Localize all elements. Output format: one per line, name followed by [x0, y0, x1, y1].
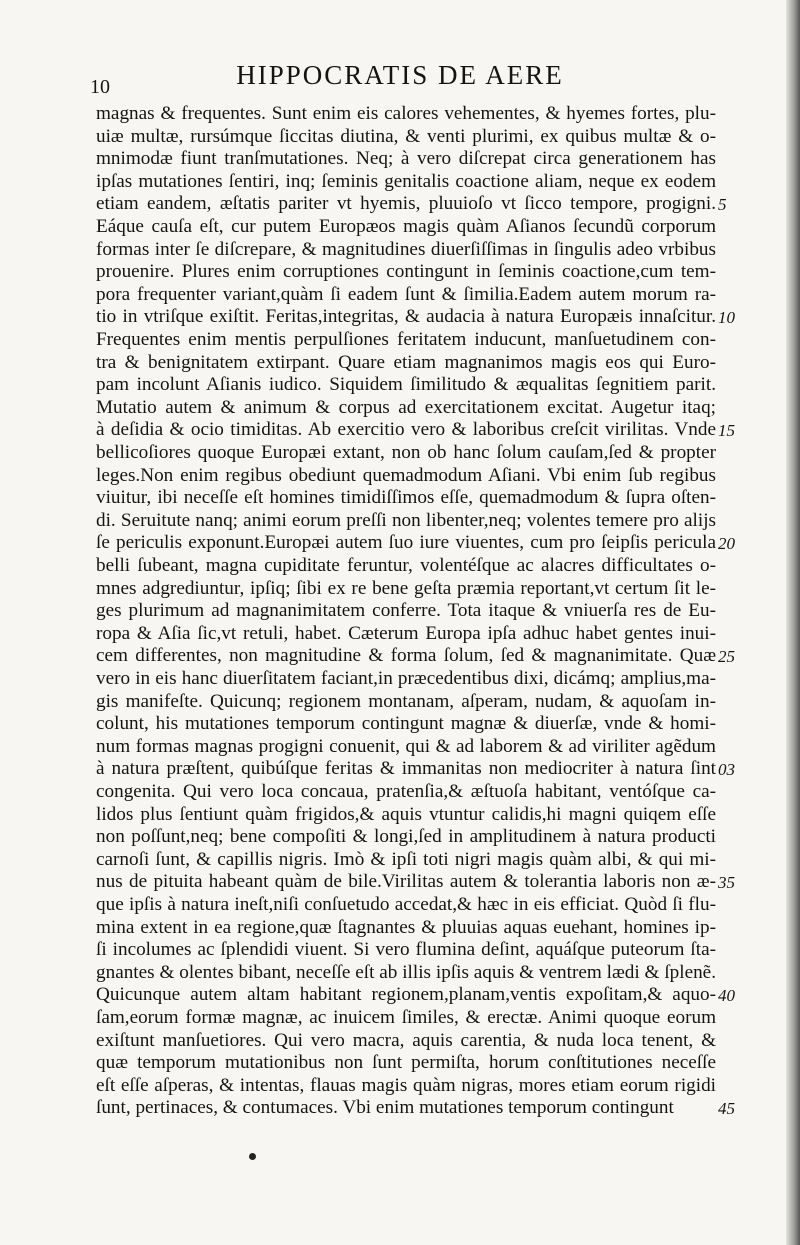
book-spine-shadow [786, 0, 800, 1245]
text-line: viuitur, ibi neceſſe eſt homines timidiſſimos eſſe, quemadmodum & ſupra oſten- [96, 487, 716, 509]
text-line: belli ſubeant, magna cupiditate feruntur, volentéſque ac alacres difficultates o- [96, 555, 716, 576]
text-line: etiam eandem, æſtatis pariter vt hyemis, pluuioſo vt ſicco tempore, progigni. [96, 193, 716, 215]
text-line: exiſtunt manſuetiores. Qui vero macra, aquis carentia, & nuda loca tenent, & [96, 1029, 716, 1051]
text-line: cem differentes, non magnitudine & forma ſolum, ſed & magnanimitate. Quæ [96, 645, 716, 667]
text-line: quæ temporum mutationibus non ſunt permiſta, horum conſtitutiones neceſſe [96, 1052, 716, 1074]
text-line: uiæ multæ, rursúmque ſiccitas diutina, & venti plurimi, ex quibus multæ & o- [96, 125, 716, 147]
margin-line-number: 40 [718, 986, 735, 1006]
text-line: mnimodæ fiunt tranſmutationes. Neq; à vero diſcrepat circa generationem has [96, 148, 716, 170]
margin-line-number: 35 [718, 873, 735, 893]
text-line: Mutatio autem & animum & corpus ad exercitationem excitat. Augetur itaq; [96, 396, 716, 418]
text-line: prouenire. Plures enim corruptiones contingunt in ſeminis coactione,cum tem- [96, 261, 716, 283]
text-line: ſam,eorum formæ magnæ, ac inuicem ſimiles, & erectæ. Animi quoque eorum [96, 1007, 716, 1028]
text-line: di. Seruitute nanq; animi eorum preſſi non libenter,neq; volentes temere pro alijs [96, 509, 716, 531]
margin-line-number: 15 [718, 421, 735, 441]
text-line: à natura præſtent, quibúſque feritas & immanitas non mediocriter à natura ſint [96, 758, 716, 780]
text-line: ſunt, pertinaces, & contumaces. Vbi enim mutationes temporum contingunt [96, 1097, 674, 1119]
text-line: ges plurimum ad magnanimitatem conferre. Tota itaque & vniuerſa res de Eu- [96, 600, 716, 622]
running-head-title: HIPPOCRATIS DE AERE [236, 60, 564, 90]
text-line: bellicoſiores quoque Europæi extant, non ob hanc ſolum cauſam,ſed & propter [96, 442, 716, 463]
text-line: leges.Non enim regibus obediunt quemadmodum Aſiani. Vbi enim ſub regibus [96, 464, 716, 486]
text-line: mina extent in ea regione,quæ ſtagnantes & pluuias aquas euehant, homines ip- [96, 916, 716, 938]
margin-line-number: 45 [718, 1099, 735, 1119]
text-line: pora frequenter variant,quàm ſi eadem ſunt & ſimilia.Eadem autem morum ra- [96, 283, 716, 305]
margin-line-number: 25 [718, 647, 735, 667]
text-line: Eáque cauſa eſt, cur putem Europæos magis quàm Aſianos ſecundũ corporum [96, 216, 716, 237]
text-line: tio in vtriſque exiſtit. Feritas,integritas, & audacia à natura Europæis innaſcitur. [96, 306, 716, 328]
text-line: ſe periculis exponunt.Europæi autem ſuo iure viuentes, cum pro ſeipſis pericula [96, 532, 716, 554]
text-line: Quicunque autem altam habitant regionem,planam,ventis expoſitam,& aquo- [96, 984, 716, 1006]
page-number: 10 [90, 76, 110, 98]
margin-line-number: 03 [718, 760, 735, 780]
text-line: à deſidia & ocio timiditas. Ab exercitio vero & laboribus creſcit virilitas. Vnde [96, 419, 716, 441]
text-line: formas inter ſe diſcrepare, & magnitudines diuerſiſſimas in ſingulis adeo vrbibus [96, 238, 716, 260]
ink-dot [249, 1153, 256, 1160]
text-line: eſt eſſe aſperas, & intentas, flauas magis quàm nigras, mores etiam eorum rigidi [96, 1074, 716, 1096]
text-line: gis manifeſte. Quicunq; regionem montanam, aſperam, nudam, & aquoſam in- [96, 690, 716, 712]
margin-line-number: 20 [718, 534, 735, 554]
margin-line-number: 5 [718, 195, 727, 215]
text-line: ſi incolumes ac ſplendidi viuent. Si vero flumina deſint, aquáſque puteorum ſta- [96, 939, 716, 961]
text-line: tra & benignitatem extirpant. Quare etiam magnanimos magis eos qui Euro- [96, 351, 716, 373]
text-line: mnes adgrediuntur, ipſiq; ſibi ex re bene geſta præmia reportant,vt certum ſit le- [96, 577, 716, 599]
text-line: ropa & Aſia ſic,vt retuli, habet. Cæterum Europa ipſa adhuc habet gentes inui- [96, 622, 716, 644]
margin-line-number: 10 [718, 308, 735, 328]
text-line: Frequentes enim mentis perpulſiones feritatem inducunt, manſuetudinem con- [96, 329, 716, 350]
text-line: gnantes & olentes bibant, neceſſe eſt ab illis ipſis aquis & ventrem lædi & ſplenẽ. [96, 961, 716, 983]
text-line: pam incolunt Aſianis iudico. Siquidem ſimilitudo & æqualitas ſegnitiem parit. [96, 374, 716, 396]
text-line: que ipſis à natura ineſt,niſi conſuetudo accedat,& hæc in eis efficiat. Quòd ſi flu- [96, 894, 716, 915]
text-line: magnas & frequentes. Sunt enim eis calores vehementes, & hyemes fortes, plu- [96, 103, 716, 124]
text-line: carnoſi ſunt, & capillis nigris. Imò & ipſi toti nigri magis quàm albi, & qui mi- [96, 848, 716, 870]
text-line: lidos plus ſentiunt quàm frigidos,& aquis vtuntur calidis,hi magni quiqem eſſe [96, 803, 716, 825]
text-line: vero in eis hanc diuerſitatem faciant,in præcedentibus dixi, dicámq; amplius,ma- [96, 668, 716, 689]
text-line: nus de pituita habeant quàm de bile.Virilitas autem & tolerantia laboris non æ- [96, 871, 716, 893]
text-line: non poſſunt,neq; bene compoſiti & longi,ſed in amplitudinem à natura producti [96, 826, 716, 848]
text-line: colunt, his mutationes temporum contingunt magnæ & diuerſæ, vnde & homi- [96, 713, 716, 735]
text-line: num formas magnas progigni conuenit, qui & ad laborem & ad viriliter agẽdum [96, 735, 716, 757]
text-line: ipſas mutationes ſentiri, inq; ſeminis genitalis coactione aliam, neque ex eodem [96, 170, 716, 192]
text-line: congenita. Qui vero loca concaua, pratenſia,& æſtuoſa habitant, ventóſque ca- [96, 781, 716, 802]
